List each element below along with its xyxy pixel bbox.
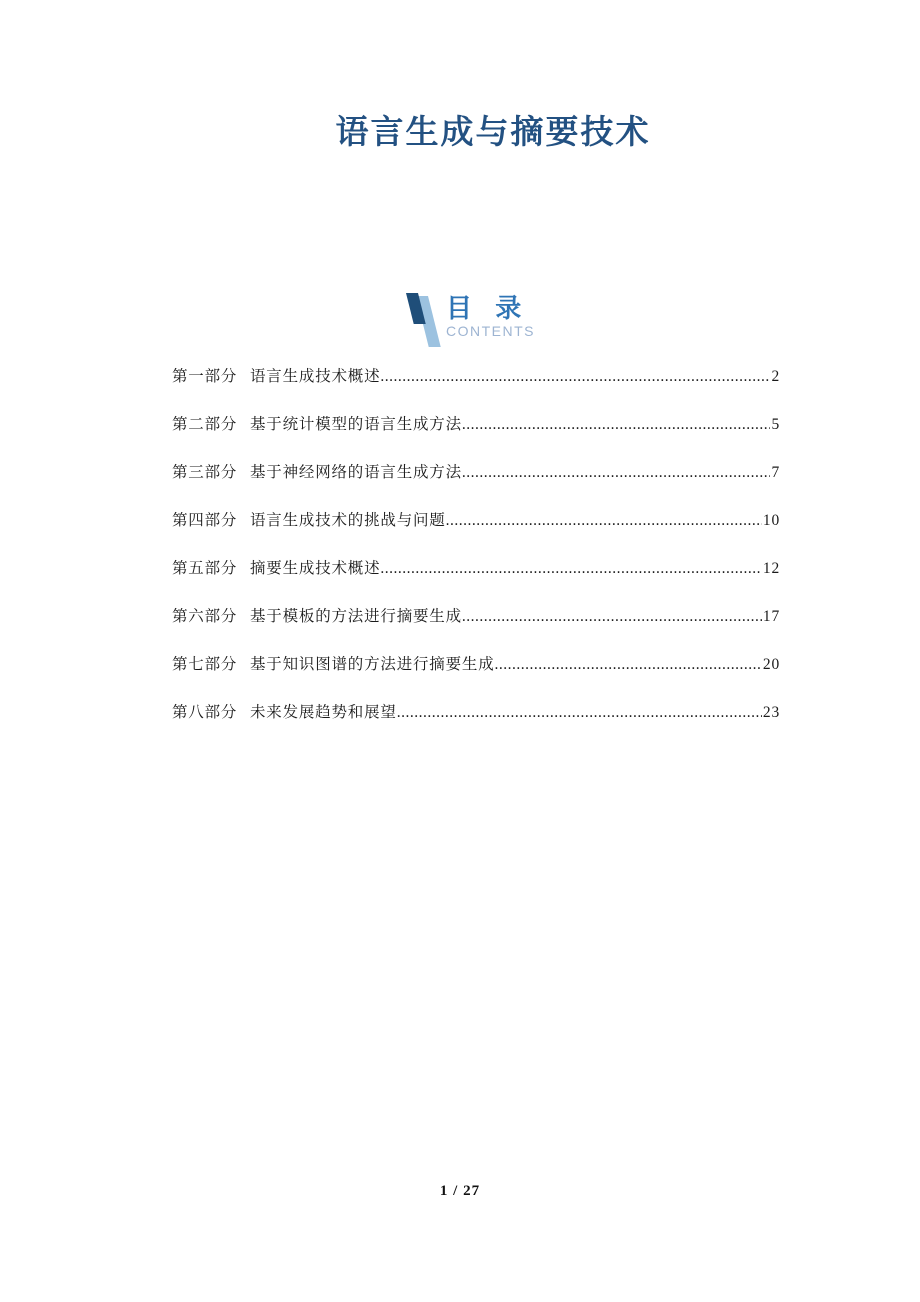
toc-entry-part: 第六部分 bbox=[172, 608, 238, 625]
dot-leader bbox=[462, 401, 771, 449]
toc-entry-part: 第一部分 bbox=[172, 368, 238, 385]
toc-entry-title: 基于模板的方法进行摘要生成 bbox=[250, 608, 462, 625]
toc-entry-part: 第八部分 bbox=[172, 704, 238, 721]
dot-leader bbox=[446, 497, 762, 545]
page-number: 1 / 27 bbox=[439, 1183, 481, 1199]
toc-entry-page: 12 bbox=[762, 560, 780, 577]
toc-entry-page: 17 bbox=[762, 608, 780, 625]
toc-entry-page: 5 bbox=[771, 416, 780, 433]
toc-header bbox=[404, 292, 584, 356]
toc-entry[interactable] bbox=[172, 593, 780, 641]
toc-entry-title: 未来发展趋势和展望 bbox=[250, 704, 397, 721]
toc-entry-title: 摘要生成技术概述 bbox=[250, 560, 381, 577]
toc-heading-group bbox=[446, 294, 535, 339]
toc-entry-title: 基于统计模型的语言生成方法 bbox=[250, 416, 462, 433]
toc-entry-title: 基于神经网络的语言生成方法 bbox=[250, 464, 462, 481]
toc-entry-page: 10 bbox=[762, 512, 780, 529]
toc-entry[interactable] bbox=[172, 545, 780, 593]
toc-entry[interactable] bbox=[172, 353, 780, 401]
toc-entry-page: 2 bbox=[771, 368, 780, 385]
toc-entry-part: 第三部分 bbox=[172, 464, 238, 481]
toc-entry[interactable] bbox=[172, 689, 780, 737]
page-footer bbox=[0, 1183, 920, 1200]
dot-leader bbox=[495, 641, 762, 689]
toc-entry-part: 第五部分 bbox=[172, 560, 238, 577]
double-slash-bookmark-icon bbox=[404, 292, 446, 354]
document-title: 语言生成与摘要技术 bbox=[335, 113, 651, 150]
toc-entry-page: 20 bbox=[762, 656, 780, 673]
dot-leader bbox=[380, 353, 770, 401]
toc-subheading: CONTENTS bbox=[446, 323, 535, 339]
toc-entry[interactable] bbox=[172, 497, 780, 545]
dot-leader bbox=[397, 689, 762, 737]
toc-list bbox=[172, 353, 780, 737]
toc-heading: 目 录 bbox=[446, 293, 524, 323]
toc-entry-title: 基于知识图谱的方法进行摘要生成 bbox=[250, 656, 495, 673]
toc-entry-title: 语言生成技术概述 bbox=[250, 368, 381, 385]
toc-entry[interactable] bbox=[172, 449, 780, 497]
toc-entry-page: 23 bbox=[762, 704, 780, 721]
dot-leader bbox=[462, 593, 762, 641]
dot-leader bbox=[462, 449, 771, 497]
toc-entry-title: 语言生成技术的挑战与问题 bbox=[250, 512, 446, 529]
toc-entry[interactable] bbox=[172, 641, 780, 689]
toc-entry[interactable] bbox=[172, 401, 780, 449]
dot-leader bbox=[380, 545, 761, 593]
toc-entry-part: 第四部分 bbox=[172, 512, 238, 529]
toc-entry-part: 第七部分 bbox=[172, 656, 238, 673]
toc-entry-part: 第二部分 bbox=[172, 416, 238, 433]
toc-entry-page: 7 bbox=[771, 464, 780, 481]
